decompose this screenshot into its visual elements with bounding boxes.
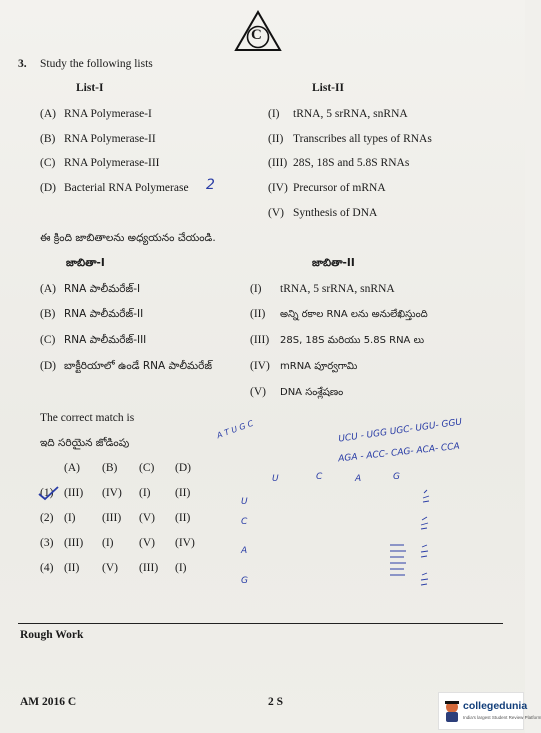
list2-te-key: (V) [250, 386, 266, 398]
list2-te-key: (III) [250, 334, 270, 346]
list2-en-key: (III) [268, 157, 288, 169]
list1-te-item: RNA పాలీమరేజ్-III [64, 334, 147, 346]
option-value: (I) [102, 537, 114, 549]
list1-en-item: RNA Polymerase-I [64, 108, 152, 120]
list1-en-item: RNA Polymerase-III [64, 157, 160, 169]
list1-te-key: (D) [40, 360, 56, 372]
list1-heading-te: జాబితా-I [66, 257, 105, 269]
handwritten-codons-1: UCU - UGG UGC- UGU- GGU [337, 417, 463, 445]
handwritten-codons-2: AGA - ACC- CAG- ACA- CCA [337, 441, 461, 465]
list2-en-key: (I) [268, 108, 280, 120]
list1-te-key: (C) [40, 334, 56, 346]
list1-en-key: (A) [40, 108, 56, 120]
list1-te-key: (B) [40, 308, 56, 320]
list1-en-key: (D) [40, 182, 56, 194]
handwritten-ucag: G [393, 472, 400, 482]
handwritten-ucag: U [241, 497, 248, 507]
footer-page: 2 S [268, 696, 284, 708]
option-value: (IV) [102, 487, 122, 499]
instruction-te: ఈ క్రింది జాబితాలను అధ్యయనం చేయండి. [40, 232, 216, 244]
list2-te-key: (I) [250, 283, 262, 295]
rough-work-label: Rough Work [20, 629, 84, 641]
footer-code: AM 2016 C [20, 696, 77, 708]
option-value: (III) [64, 537, 84, 549]
list1-te-item: బాక్టీరియాలో ఉండే RNA పాలీమరేజ్ [64, 360, 213, 372]
handwritten-ucag: G [241, 576, 248, 586]
match-prompt-te: ఇది సరియైన జోడింపు [40, 437, 130, 449]
option-value: (I) [175, 562, 187, 574]
handwritten-atgc: A T U G C [215, 418, 255, 441]
option-value: (III) [139, 562, 159, 574]
set-letter: C [251, 27, 262, 43]
option-header: (C) [139, 462, 155, 474]
list1-en-key: (B) [40, 133, 56, 145]
list2-te-item: DNA సంశ్లేషణం [280, 387, 344, 398]
list2-en-item: tRNA, 5 srRNA, snRNA [293, 108, 408, 120]
list2-en-item: Transcribes all types of RNAs [293, 133, 432, 145]
option-value: (IV) [175, 537, 195, 549]
instruction-en: Study the following lists [40, 58, 153, 70]
list2-te-item: అన్ని రకాల RNA లను అనులేఖిస్తుంది [280, 309, 428, 320]
handwritten-ucag: A [241, 546, 248, 556]
option-value: (II) [64, 562, 80, 574]
list2-en-item: Precursor of mRNA [293, 182, 386, 194]
handwritten-scribbles [384, 485, 442, 605]
option-number[interactable]: (1) [40, 487, 54, 499]
match-prompt-en: The correct match is [40, 412, 135, 424]
option-value: (V) [139, 512, 155, 524]
collegedunia-logo [438, 692, 541, 730]
list1-en-item: Bacterial RNA Polymerase [64, 182, 189, 194]
rough-work-rule [18, 623, 503, 624]
question-number: 3. [18, 58, 27, 70]
list1-te-key: (A) [40, 283, 56, 295]
list2-en-key: (II) [268, 133, 284, 145]
option-value: (V) [139, 537, 155, 549]
list1-te-item: RNA పాలీమరేజ్-II [64, 308, 144, 320]
list1-en-item: RNA Polymerase-II [64, 133, 156, 145]
list2-en-item: Synthesis of DNA [293, 207, 378, 219]
list1-en-key: (C) [40, 157, 56, 169]
option-value: (III) [64, 487, 84, 499]
list2-te-item: mRNA పూర్వగామి [280, 361, 358, 372]
option-value: (II) [175, 487, 191, 499]
option-number[interactable]: (4) [40, 562, 54, 574]
logo-tagline: India's largest Student Review Platform [463, 715, 541, 720]
list2-heading-en: List-II [312, 82, 344, 94]
mascot-icon [443, 699, 461, 723]
option-value: (V) [102, 562, 118, 574]
handwritten-ucag: C [241, 517, 248, 527]
option-number[interactable]: (2) [40, 512, 54, 524]
list2-en-key: (V) [268, 207, 284, 219]
option-number[interactable]: (3) [40, 537, 54, 549]
handwritten-ucag: U [272, 474, 279, 484]
list2-en-item: 28S, 18S and 5.8S RNAs [293, 157, 410, 169]
list2-te-item: 28S, 18S మరియు 5.8S RNA లు [280, 335, 425, 346]
option-header: (A) [64, 462, 80, 474]
option-header: (B) [102, 462, 118, 474]
option-value: (I) [139, 487, 151, 499]
list2-en-key: (IV) [268, 182, 288, 194]
list2-te-item: tRNA, 5 srRNA, snRNA [280, 283, 395, 295]
list2-te-key: (II) [250, 308, 266, 320]
handwritten-mark: 2 [206, 177, 215, 193]
option-header: (D) [175, 462, 191, 474]
option-value: (I) [64, 512, 76, 524]
list1-heading-en: List-I [76, 82, 104, 94]
handwritten-ucag: A [355, 474, 362, 484]
list2-heading-te: జాబితా-II [312, 257, 355, 269]
answer-tick-icon [36, 484, 62, 502]
list1-te-item: RNA పాలీమరేజ్-I [64, 283, 141, 295]
list2-te-key: (IV) [250, 360, 270, 372]
logo-brand: collegedunia [463, 700, 528, 712]
option-value: (II) [175, 512, 191, 524]
handwritten-ucag: C [316, 472, 323, 482]
option-value: (III) [102, 512, 122, 524]
